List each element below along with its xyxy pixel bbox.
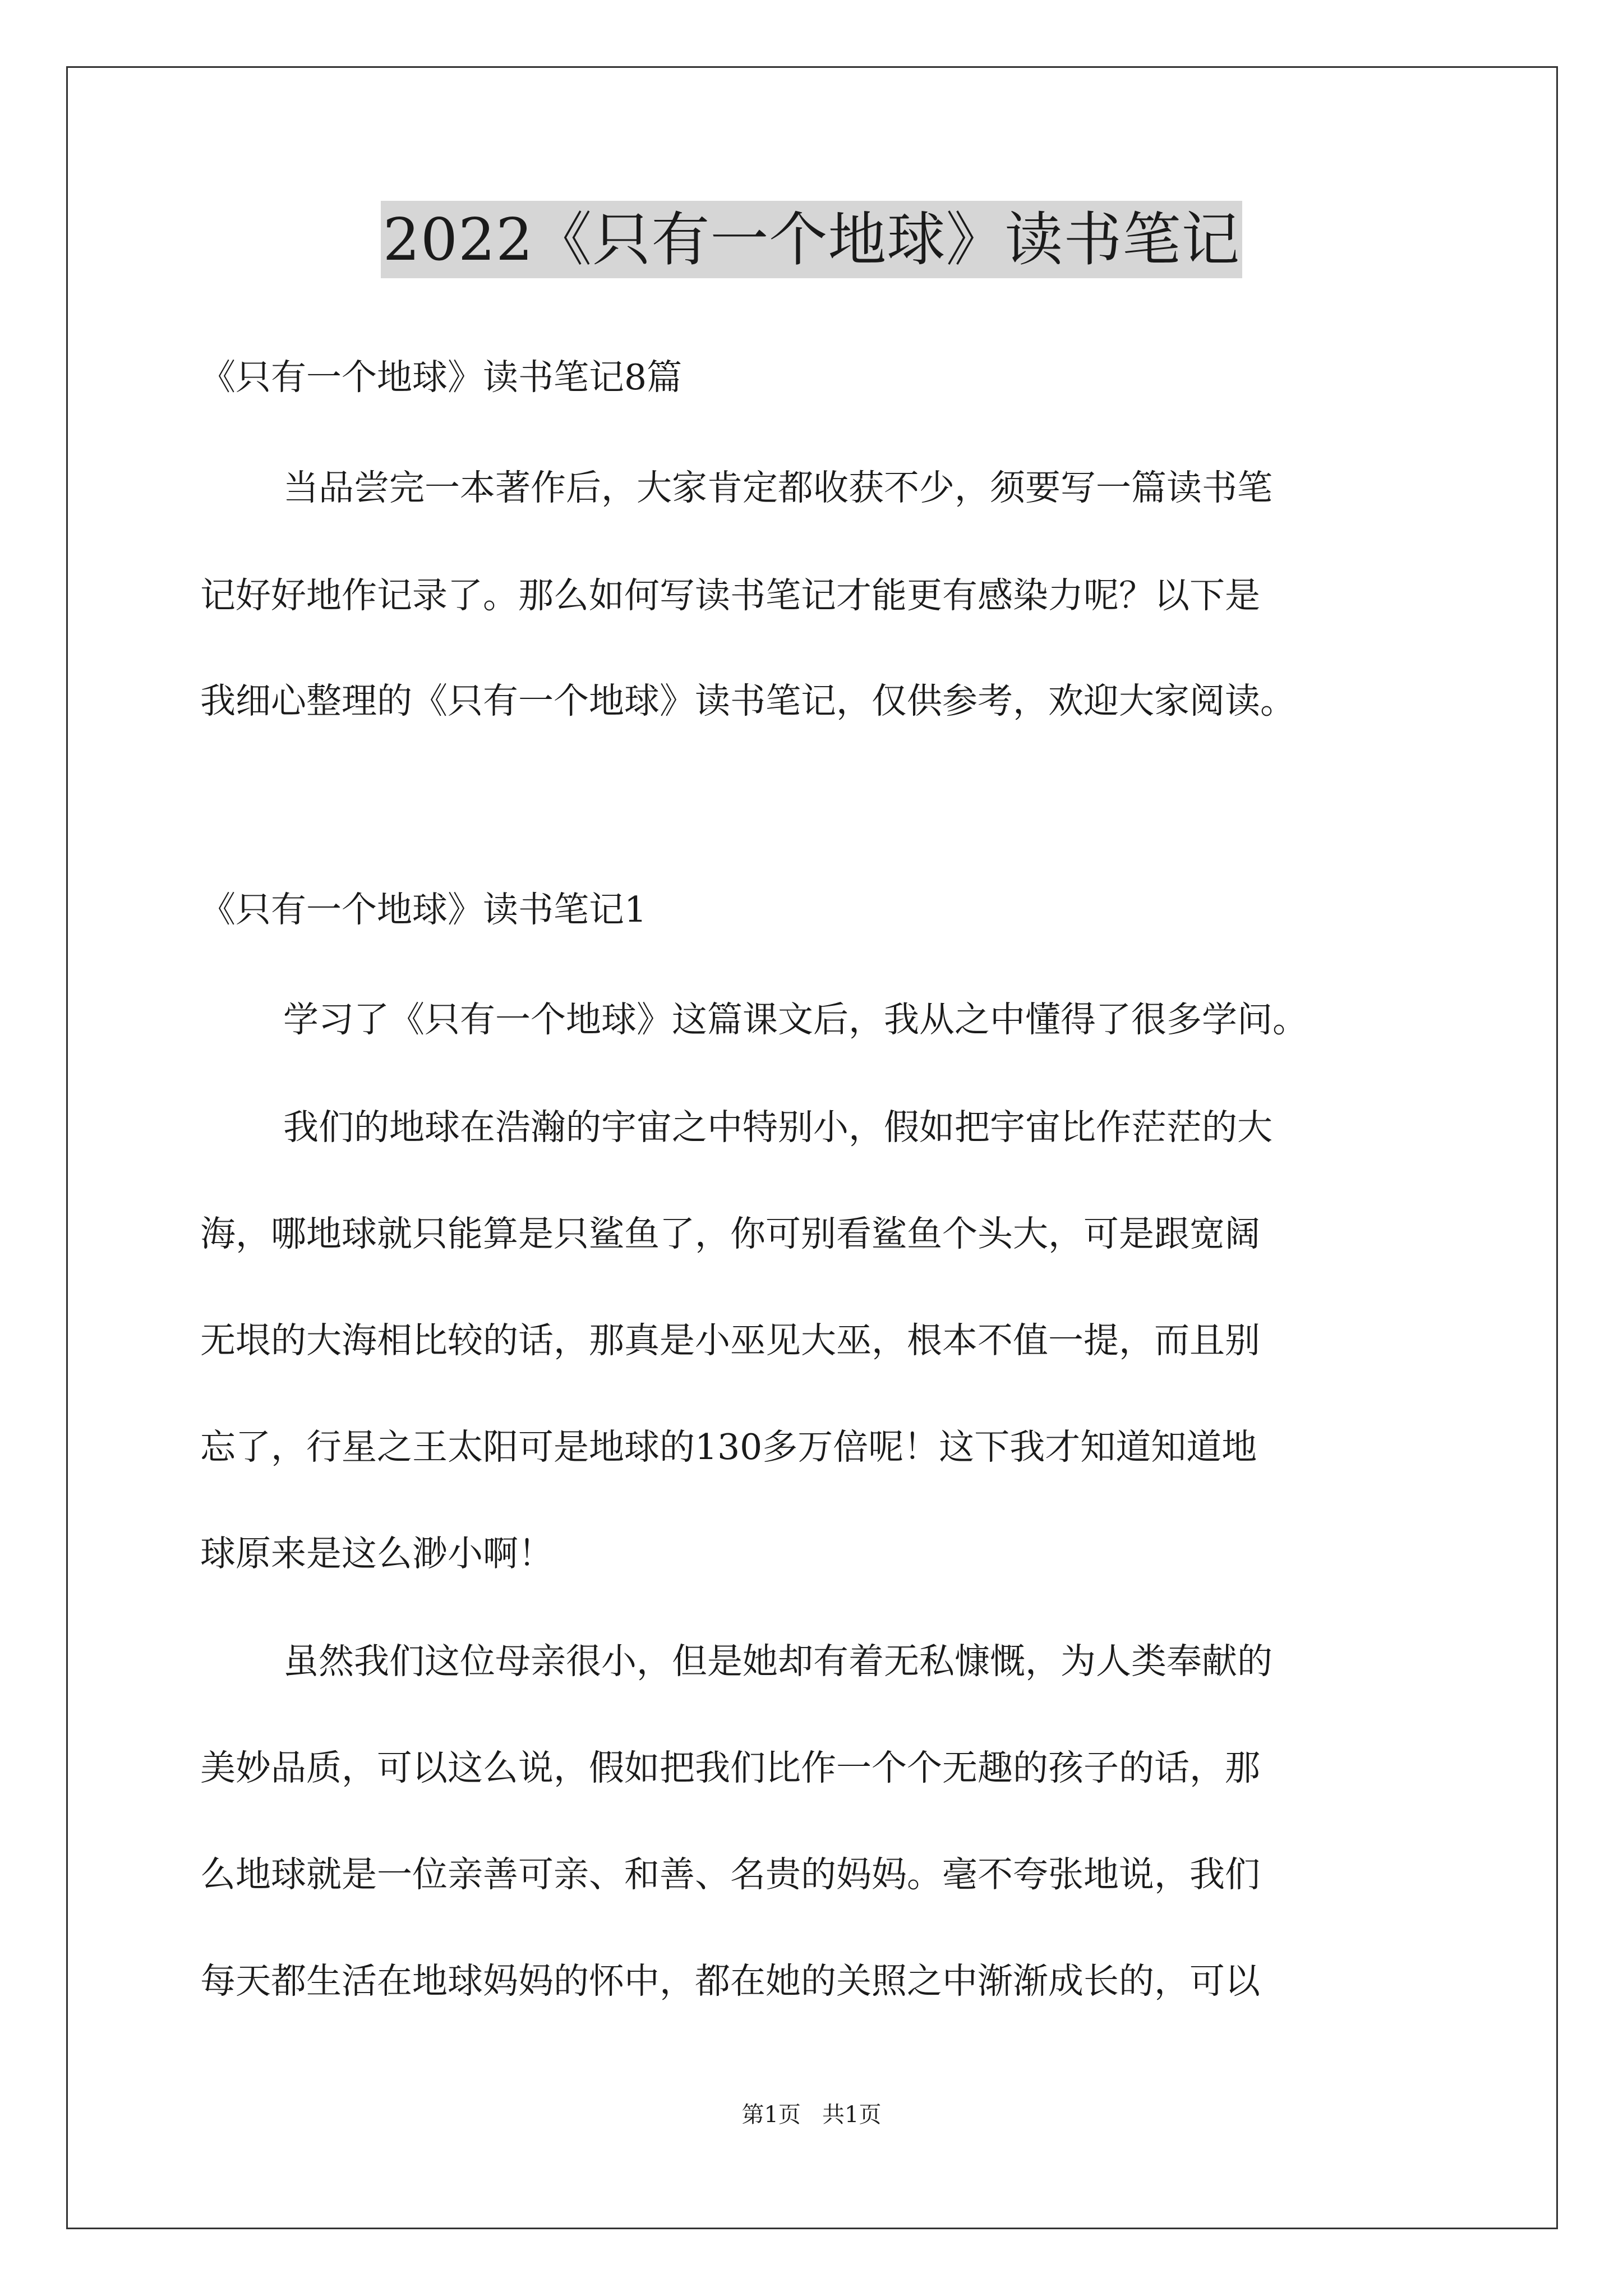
body-paragraph-line: 虽然我们这位母亲很小，但是她却有着无私慷慨，为人类奉献的: [283, 1641, 1272, 1682]
document-subtitle: 《只有一个地球》读书笔记8篇: [200, 357, 683, 398]
body-paragraph-line: 我们的地球在浩瀚的宇宙之中特别小，假如把宇宙比作茫茫的大: [283, 1107, 1272, 1148]
body-paragraph-line: 球原来是这么渺小啊！: [200, 1533, 554, 1574]
section-heading: 《只有一个地球》读书笔记1: [200, 889, 647, 930]
intro-paragraph-line: 当品尝完一本著作后，大家肯定都收获不少，须要写一篇读书笔: [283, 467, 1272, 508]
body-paragraph-line: 无垠的大海相比较的话，那真是小巫见大巫，根本不值一提，而且别: [200, 1320, 1260, 1361]
body-paragraph-line: 学习了《只有一个地球》这篇课文后，我从之中懂得了很多学问。: [283, 999, 1308, 1040]
title-block: [0, 201, 1623, 278]
body-paragraph-line: 美妙品质，可以这么说，假如把我们比作一个个无趣的孩子的话，那: [200, 1747, 1260, 1788]
document-title: 2022《只有一个地球》读书笔记: [381, 201, 1243, 278]
body-paragraph-line: 么地球就是一位亲善可亲、和善、名贵的妈妈。毫不夸张地说，我们: [200, 1854, 1260, 1895]
intro-paragraph-line: 记好好地作记录了。那么如何写读书笔记才能更有感染力呢？以下是: [200, 575, 1260, 616]
body-paragraph-line: 忘了，行星之王太阳可是地球的130多万倍呢！这下我才知道知道地: [200, 1427, 1257, 1467]
intro-paragraph-line: 我细心整理的《只有一个地球》读书笔记，仅供参考，欢迎大家阅读。: [200, 680, 1295, 721]
body-paragraph-line: 海，哪地球就只能算是只鲨鱼了，你可别看鲨鱼个头大，可是跟宽阔: [200, 1213, 1260, 1254]
page-number-footer: 第1页 共1页: [741, 2102, 882, 2128]
body-paragraph-line: 每天都生活在地球妈妈的怀中，都在她的关照之中渐渐成长的，可以: [200, 1961, 1260, 2001]
